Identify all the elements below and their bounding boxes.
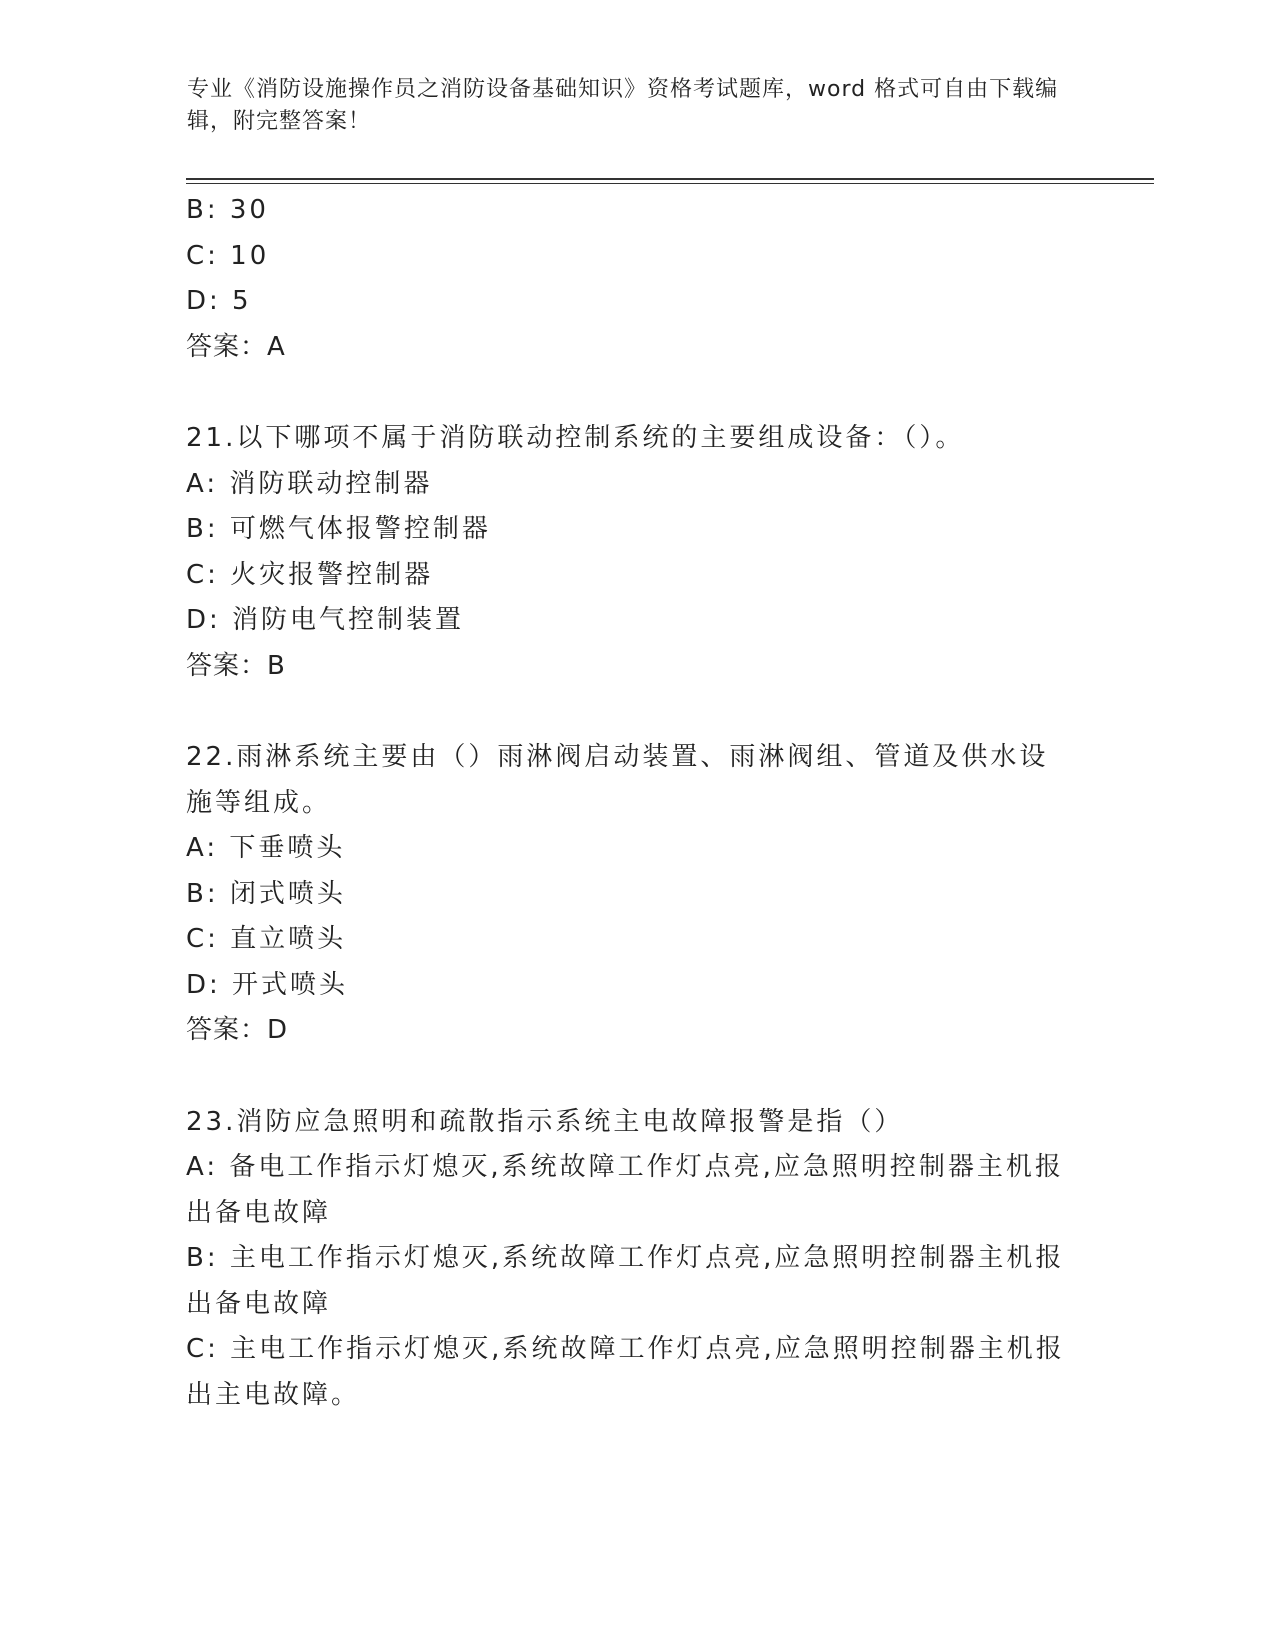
header-divider [186, 178, 1154, 184]
question-stem: 22.雨淋系统主要由（）雨淋阀启动装置、雨淋阀组、管道及供水设施等组成。 [186, 742, 1049, 818]
header-text: 专业《消防设施操作员之消防设备基础知识》资格考试题库，word 格式可自由下载编辑，附完整答案！ [187, 77, 1059, 134]
option-a: A: 消防联动控制器 [186, 468, 433, 499]
question-content [186, 188, 1086, 1418]
option-c: C: 10 [186, 240, 270, 271]
option-c: C: 直立喷头 [186, 924, 347, 954]
question-stem: 23.消防应急照明和疏散指示系统主电故障报警是指（） [186, 1106, 904, 1137]
answer-line: 答案：A [186, 331, 286, 362]
option-c: C: 主电工作指示灯熄灭,系统故障工作灯点亮,应急照明控制器主机报出主电故障。 [186, 1334, 1065, 1410]
option-b: B: 主电工作指示灯熄灭,系统故障工作灯点亮,应急照明控制器主机报出备电故障 [186, 1243, 1065, 1319]
option-d: D: 消防电气控制装置 [186, 605, 465, 635]
question-stem: 21.以下哪项不属于消防联动控制系统的主要组成设备：（）。 [186, 423, 965, 453]
option-a: A: 下垂喷头 [186, 833, 346, 863]
answer-line: 答案：D [186, 1015, 289, 1045]
spacer [186, 689, 1086, 735]
option-d: D: 开式喷头 [186, 969, 349, 1000]
spacer [186, 1054, 1086, 1100]
option-b: B: 可燃气体报警控制器 [186, 514, 491, 544]
option-b: B: 30 [186, 195, 269, 225]
option-a: A: 备电工作指示灯熄灭,系统故障工作灯点亮,应急照明控制器主机报出备电故障 [186, 1152, 1064, 1228]
page-header [187, 74, 1067, 138]
spacer [186, 370, 1086, 416]
answer-line: 答案：B [186, 650, 286, 681]
option-c: C: 火灾报警控制器 [186, 559, 434, 590]
option-d: D: 5 [186, 286, 252, 316]
option-b: B: 闭式喷头 [186, 878, 346, 909]
